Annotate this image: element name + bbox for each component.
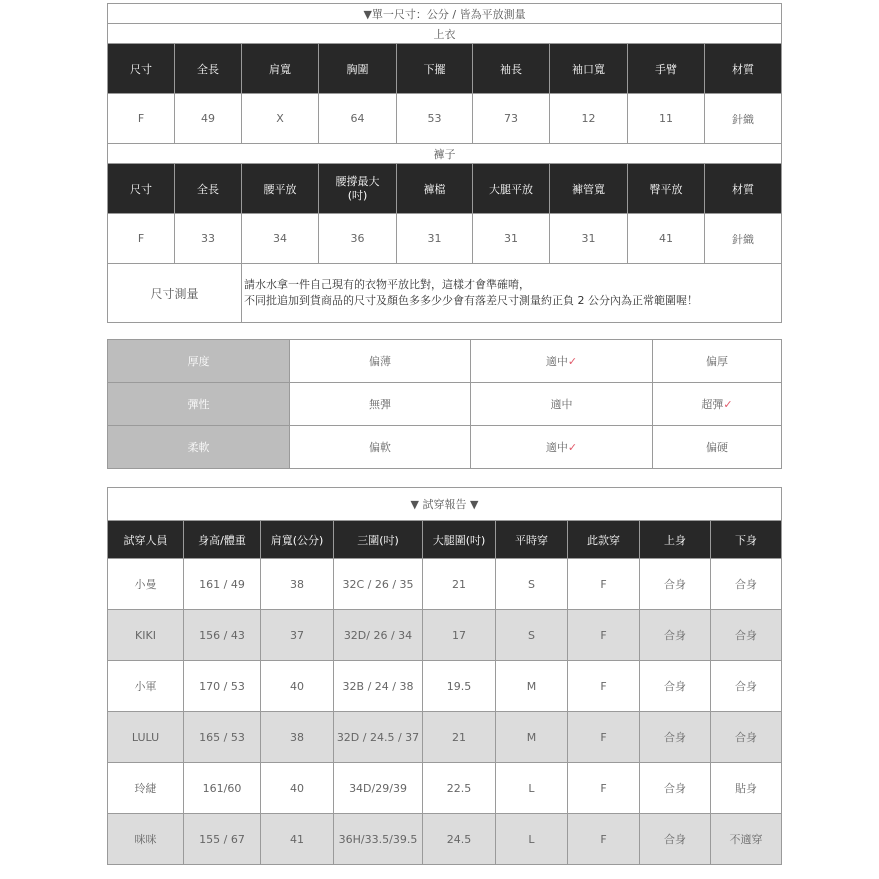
top-size-cell: X [242, 94, 319, 144]
fabric-option-label: 偏軟 [369, 441, 391, 454]
top-size-cell: 53 [397, 94, 473, 144]
report-cell: 32D / 24.5 / 37 [334, 712, 423, 763]
top-column-header: 全長 [175, 44, 242, 94]
top-size-cell: 49 [175, 94, 242, 144]
report-cell: LULU [108, 712, 184, 763]
table-row [108, 610, 782, 661]
fabric-option-label: 無彈 [369, 398, 391, 411]
report-cell: F [568, 763, 640, 814]
pants-column-header: 大腿平放 [473, 164, 550, 214]
fabric-option-cell [471, 340, 653, 383]
report-column-header: 大腿圍(吋) [423, 521, 496, 559]
report-cell: 170 / 53 [184, 661, 261, 712]
report-column-header: 上身 [640, 521, 711, 559]
report-cell: F [568, 814, 640, 865]
report-cell: 17 [423, 610, 496, 661]
report-cell: 36H/33.5/39.5 [334, 814, 423, 865]
report-cell: 合身 [711, 559, 782, 610]
report-cell: 161/60 [184, 763, 261, 814]
report-cell: 小曼 [108, 559, 184, 610]
pants-size-cell: 36 [319, 214, 397, 264]
report-cell: F [568, 610, 640, 661]
report-cell: 40 [261, 661, 334, 712]
pants-column-header: 全長 [175, 164, 242, 214]
fabric-attribute-label: 彈性 [108, 383, 290, 426]
report-cell: 合身 [640, 814, 711, 865]
pants-size-cell: F [108, 214, 175, 264]
report-cell: 貼身 [711, 763, 782, 814]
table-row [108, 763, 782, 814]
report-cell: 19.5 [423, 661, 496, 712]
measure-label: 尺寸測量 [108, 264, 242, 323]
pants-size-cell: 31 [473, 214, 550, 264]
measure-note-line-2: 不同批追加到貨商品的尺寸及顏色多多少少會有落差尺寸測量約正負 2 公分內為正常範圍喔！ [244, 294, 698, 307]
report-cell: 合身 [640, 661, 711, 712]
report-cell: 玲緁 [108, 763, 184, 814]
pants-column-header: 尺寸 [108, 164, 175, 214]
report-cell: 21 [423, 559, 496, 610]
report-cell: 合身 [711, 610, 782, 661]
top-column-header: 肩寬 [242, 44, 319, 94]
report-cell: 155 / 67 [184, 814, 261, 865]
report-column-header: 身高/體重 [184, 521, 261, 559]
table-row [108, 661, 782, 712]
report-cell: S [496, 610, 568, 661]
report-cell: 40 [261, 763, 334, 814]
top-column-header: 袖長 [473, 44, 550, 94]
fabric-option-label: 適中 [550, 398, 573, 411]
fabric-row [108, 340, 782, 383]
report-cell: KIKI [108, 610, 184, 661]
fabric-option-label: 超彈 [701, 398, 724, 411]
pants-column-header: 材質 [705, 164, 782, 214]
report-cell: M [496, 661, 568, 712]
pants-section-title: 褲子 [108, 144, 782, 164]
fabric-option-label: 偏硬 [706, 441, 728, 454]
fitting-report-header: ▼ 試穿報告 ▼ [108, 488, 782, 521]
report-column-header: 此款穿 [568, 521, 640, 559]
top-column-header: 袖口寬 [550, 44, 628, 94]
top-size-cell: 針織 [705, 94, 782, 144]
top-size-cell: 11 [628, 94, 705, 144]
report-column-header: 試穿人員 [108, 521, 184, 559]
report-cell: 34D/29/39 [334, 763, 423, 814]
pants-column-header: 腰平放 [242, 164, 319, 214]
report-column-header: 平時穿 [496, 521, 568, 559]
fabric-option-cell [653, 383, 782, 426]
fabric-option-cell [471, 383, 653, 426]
pants-size-cell: 31 [397, 214, 473, 264]
report-cell: 22.5 [423, 763, 496, 814]
report-cell: L [496, 814, 568, 865]
report-cell: S [496, 559, 568, 610]
top-column-header: 手臂 [628, 44, 705, 94]
pants-size-cell: 針織 [705, 214, 782, 264]
report-cell: 165 / 53 [184, 712, 261, 763]
check-mark-icon: ✓ [567, 355, 578, 368]
report-cell: 32C / 26 / 35 [334, 559, 423, 610]
pants-column-header: 臀平放 [628, 164, 705, 214]
measure-note [242, 264, 782, 323]
report-cell: 41 [261, 814, 334, 865]
pants-column-header: 褲檔 [397, 164, 473, 214]
report-cell: 小軍 [108, 661, 184, 712]
table-row [108, 712, 782, 763]
fabric-option-cell [471, 426, 653, 469]
report-cell: L [496, 763, 568, 814]
size-chart-header: ▼單一尺寸：公分 / 皆為平放測量 [108, 4, 782, 24]
check-mark-icon: ✓ [723, 398, 733, 411]
check-mark-icon: ✓ [567, 441, 578, 454]
fitting-report-table [107, 487, 782, 865]
report-cell: 合身 [711, 661, 782, 712]
report-cell: 合身 [640, 763, 711, 814]
top-column-header: 下擺 [397, 44, 473, 94]
report-column-header: 三圍(吋) [334, 521, 423, 559]
report-cell: F [568, 559, 640, 610]
fabric-option-label: 適中 [545, 441, 568, 454]
top-size-cell: 12 [550, 94, 628, 144]
top-column-header: 材質 [705, 44, 782, 94]
fabric-option-label: 偏厚 [706, 355, 728, 368]
pants-size-cell: 31 [550, 214, 628, 264]
report-column-header: 肩寬(公分) [261, 521, 334, 559]
report-cell: 合身 [640, 559, 711, 610]
top-section-title: 上衣 [108, 24, 782, 44]
report-cell: 38 [261, 559, 334, 610]
report-cell: 合身 [640, 712, 711, 763]
pants-size-cell: 34 [242, 214, 319, 264]
fabric-attribute-label: 厚度 [108, 340, 290, 383]
fabric-row [108, 383, 782, 426]
pants-size-cell: 41 [628, 214, 705, 264]
report-cell: 合身 [711, 712, 782, 763]
fabric-option-label: 適中 [545, 355, 568, 368]
size-chart-table [107, 3, 782, 323]
report-cell: 合身 [640, 610, 711, 661]
report-cell: 32D/ 26 / 34 [334, 610, 423, 661]
pants-column-header: 腰撐最大 (吋) [319, 164, 397, 214]
report-cell: F [568, 661, 640, 712]
fabric-option-cell [290, 426, 471, 469]
report-cell: 不適穿 [711, 814, 782, 865]
fabric-option-cell [290, 383, 471, 426]
top-size-cell: F [108, 94, 175, 144]
fabric-attribute-label: 柔軟 [108, 426, 290, 469]
report-cell: 37 [261, 610, 334, 661]
report-column-header: 下身 [711, 521, 782, 559]
fabric-row [108, 426, 782, 469]
measure-note-line-1: 請水水拿一件自己現有的衣物平放比對，這樣才會準確唷， [244, 278, 530, 291]
table-row [108, 559, 782, 610]
top-size-cell: 64 [319, 94, 397, 144]
report-cell: 38 [261, 712, 334, 763]
report-cell: M [496, 712, 568, 763]
report-cell: 21 [423, 712, 496, 763]
report-cell: F [568, 712, 640, 763]
fabric-option-cell [653, 340, 782, 383]
pants-size-cell: 33 [175, 214, 242, 264]
report-cell: 156 / 43 [184, 610, 261, 661]
report-cell: 咪咪 [108, 814, 184, 865]
top-column-header: 胸圍 [319, 44, 397, 94]
fabric-option-label: 偏薄 [369, 355, 391, 368]
report-cell: 32B / 24 / 38 [334, 661, 423, 712]
pants-column-header: 褲管寬 [550, 164, 628, 214]
report-cell: 161 / 49 [184, 559, 261, 610]
top-size-cell: 73 [473, 94, 550, 144]
fabric-attributes-table [107, 339, 782, 469]
table-row [108, 814, 782, 865]
fabric-option-cell [290, 340, 471, 383]
top-column-header: 尺寸 [108, 44, 175, 94]
fabric-option-cell [653, 426, 782, 469]
report-cell: 24.5 [423, 814, 496, 865]
